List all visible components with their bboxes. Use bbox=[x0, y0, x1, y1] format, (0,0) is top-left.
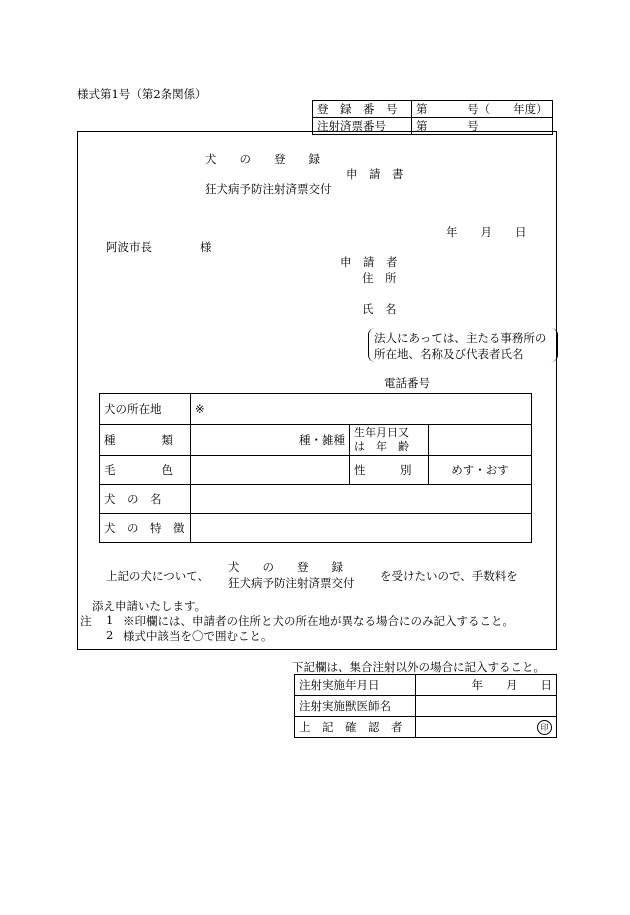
tag-number-suffix: 号 bbox=[467, 119, 479, 133]
birth-label bbox=[350, 425, 429, 456]
registration-number-label: 登 録 番 号 bbox=[313, 101, 412, 118]
breed-label: 種・雑種 bbox=[299, 433, 345, 447]
addressee-suffix: 様 bbox=[200, 240, 212, 254]
veterinarian-name-field[interactable] bbox=[416, 696, 557, 717]
dog-location-label: 犬の所在地 bbox=[100, 394, 191, 425]
note1-number: 1 bbox=[106, 613, 114, 627]
note2-text: 様式中該当を〇で囲むこと。 bbox=[123, 629, 273, 643]
coat-color-field[interactable] bbox=[191, 456, 350, 485]
sex-label: 性 別 bbox=[350, 456, 429, 485]
request-option-registration: 犬 の 登 録 bbox=[228, 560, 343, 574]
applicant-address-label: 住 所 bbox=[362, 271, 397, 285]
kind-label: 種 類 bbox=[100, 425, 191, 456]
registration-number-suffix: 号（ 年度） bbox=[467, 102, 548, 116]
note1-text: ※印欄には、申請者の住所と犬の所在地が異なる場合にのみ記入すること。 bbox=[123, 614, 514, 628]
birth-label-line1: 生年月日又 bbox=[354, 426, 409, 439]
kind-field[interactable] bbox=[191, 425, 350, 456]
tag-number-prefix: 第 bbox=[416, 119, 428, 133]
title-option-vaccination-tag: 狂犬病予防注射済票交付 bbox=[205, 182, 332, 196]
dog-info-table bbox=[99, 393, 532, 543]
applicant-name-label: 氏 名 bbox=[362, 302, 397, 316]
dog-features-field[interactable] bbox=[191, 514, 532, 543]
vaccination-date-label: 注射実施年月日 bbox=[295, 675, 416, 696]
note2-number: 2 bbox=[106, 628, 114, 642]
registration-number-table bbox=[312, 100, 553, 135]
addressee-name: 阿波市長 bbox=[106, 240, 152, 254]
dog-location-mark: ※ bbox=[195, 402, 205, 416]
request-line2: 添え申請いたします。 bbox=[92, 599, 207, 613]
dog-name-field[interactable] bbox=[191, 485, 532, 514]
corporate-note-line2: 所在地、名称及び代表者氏名 bbox=[374, 347, 524, 361]
applicant-label: 申 請 者 bbox=[340, 255, 398, 269]
vaccination-date-field[interactable]: 年 月 日 bbox=[416, 675, 557, 696]
birth-label-line2: は 年 齢 bbox=[354, 440, 409, 453]
request-suffix: を受けたいので、手数料を bbox=[380, 569, 518, 583]
request-option-vaccination-tag: 狂犬病予防注射済票交付 bbox=[228, 576, 355, 590]
corporate-note-line1: 法人にあっては、主たる事務所の bbox=[374, 331, 547, 345]
coat-color-label: 毛 色 bbox=[100, 456, 191, 485]
registration-number-prefix: 第 bbox=[416, 102, 428, 116]
birth-field[interactable] bbox=[429, 425, 532, 456]
bottom-caption: 下記欄は、集合注射以外の場合に記入すること。 bbox=[292, 660, 545, 674]
notes-label: 注 bbox=[80, 614, 92, 628]
phone-label: 電話番号 bbox=[384, 376, 430, 390]
dog-location-field[interactable] bbox=[191, 394, 532, 425]
request-prefix: 上記の犬について、 bbox=[106, 569, 210, 583]
confirmer-label: 上 記 確 認 者 bbox=[295, 717, 416, 738]
tag-number-label: 注射済票番号 bbox=[313, 118, 412, 135]
sex-field[interactable]: めす・おす bbox=[429, 456, 532, 485]
vaccination-record-table bbox=[294, 674, 557, 738]
confirmer-field[interactable] bbox=[416, 717, 557, 738]
registration-number-field[interactable] bbox=[412, 101, 553, 118]
dog-name-label: 犬 の 名 bbox=[100, 485, 191, 514]
title-option-registration: 犬 の 登 録 bbox=[205, 152, 320, 166]
application-date[interactable]: 年 月 日 bbox=[446, 225, 527, 239]
seal-mark: 印 bbox=[537, 720, 552, 735]
title-application: 申 請 書 bbox=[346, 167, 404, 181]
dog-features-label: 犬 の 特 徴 bbox=[100, 514, 191, 543]
veterinarian-name-label: 注射実施獣医師名 bbox=[295, 696, 416, 717]
form-label: 様式第1号（第2条関係） bbox=[77, 87, 207, 101]
